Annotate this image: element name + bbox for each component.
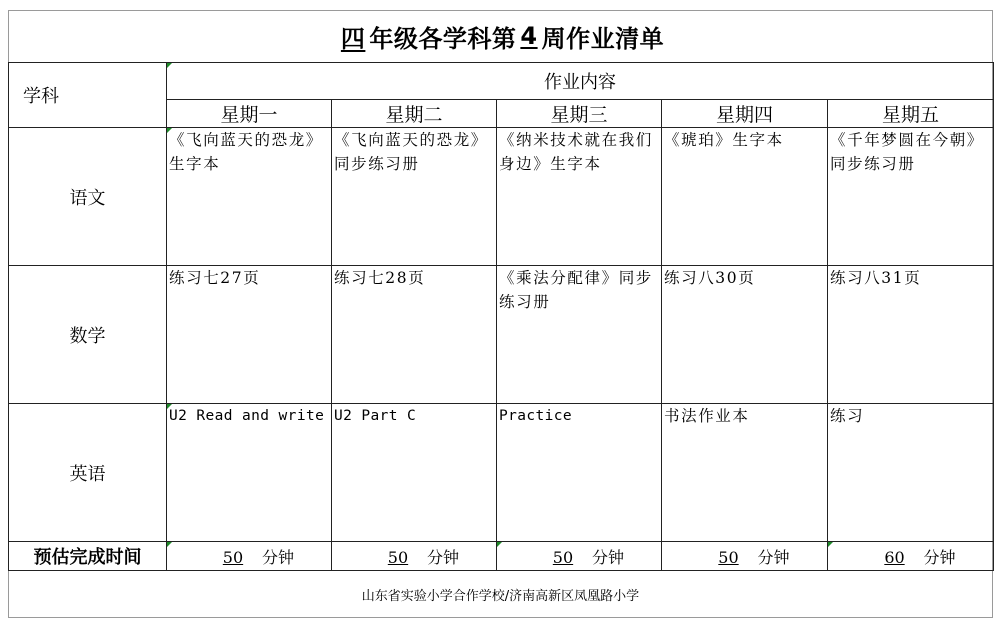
task-cell bbox=[497, 266, 662, 404]
subject-cell: 语文 bbox=[9, 128, 167, 266]
task-cell bbox=[497, 404, 662, 542]
subject-header bbox=[9, 63, 167, 128]
task-cell bbox=[828, 404, 994, 542]
time-label: 预估完成时间 bbox=[9, 542, 167, 571]
day-header-wed: 星期三 bbox=[497, 100, 662, 128]
task-text: U2 Read and write bbox=[169, 408, 325, 424]
corner-mark bbox=[167, 542, 172, 547]
table-row-math bbox=[9, 266, 994, 404]
task-cell bbox=[332, 404, 497, 542]
task-text: 《飞向蓝天的恐龙》同步练习册 bbox=[334, 131, 488, 173]
task-text: 书法作业本 bbox=[664, 407, 750, 425]
subject-cell: 数学 bbox=[9, 266, 167, 404]
time-cell bbox=[497, 542, 662, 571]
corner-mark bbox=[497, 542, 502, 547]
time-value: 50 bbox=[387, 547, 409, 567]
time-unit: 分钟 bbox=[923, 547, 956, 567]
content-header bbox=[167, 63, 994, 100]
time-unit: 分钟 bbox=[757, 547, 790, 567]
task-text: 练习八31页 bbox=[830, 269, 922, 287]
title-tail: 周作业清单 bbox=[541, 24, 665, 53]
subject-header-label: 学科 bbox=[23, 86, 59, 107]
school-footer: 山东省实验小学合作学校/济南高新区凤凰路小学 bbox=[361, 588, 640, 604]
task-cell bbox=[662, 404, 828, 542]
time-value: 50 bbox=[222, 547, 244, 567]
title-grade: 四 bbox=[340, 24, 366, 53]
task-cell bbox=[167, 266, 332, 404]
corner-mark bbox=[167, 128, 172, 133]
task-text: 《纳米技术就在我们身边》生字本 bbox=[499, 131, 653, 173]
page-title bbox=[8, 10, 993, 62]
task-cell bbox=[167, 404, 332, 542]
time-value: 60 bbox=[884, 547, 905, 567]
task-text: 《琥珀》生字本 bbox=[664, 131, 784, 149]
task-cell bbox=[828, 128, 994, 266]
task-text: 《飞向蓝天的恐龙》生字本 bbox=[169, 131, 323, 173]
task-cell bbox=[332, 266, 497, 404]
task-text: U2 Part C bbox=[334, 408, 417, 424]
time-cell bbox=[167, 542, 332, 571]
task-cell bbox=[662, 266, 828, 404]
subject-cell: 英语 bbox=[9, 404, 167, 542]
task-cell bbox=[332, 128, 497, 266]
day-header-thu: 星期四 bbox=[662, 100, 828, 128]
time-unit: 分钟 bbox=[426, 547, 459, 567]
table-row-chinese bbox=[9, 128, 994, 266]
title-middle: 年级各学科第 bbox=[369, 24, 517, 53]
time-value: 50 bbox=[718, 547, 739, 567]
corner-mark bbox=[167, 404, 172, 409]
table-row-english bbox=[9, 404, 994, 542]
day-header-tue: 星期二 bbox=[332, 100, 497, 128]
task-text: Practice bbox=[499, 408, 573, 424]
table-row-time bbox=[9, 542, 994, 571]
task-text: 练习七28页 bbox=[334, 269, 426, 287]
task-cell bbox=[167, 128, 332, 266]
task-text: 练习八30页 bbox=[664, 269, 756, 287]
task-text: 《千年梦圆在今朝》同步练习册 bbox=[830, 131, 984, 173]
task-text: 练习七27页 bbox=[169, 269, 261, 287]
day-header-mon: 星期一 bbox=[167, 100, 332, 128]
time-unit: 分钟 bbox=[591, 547, 624, 567]
time-cell bbox=[332, 542, 497, 571]
corner-mark bbox=[167, 63, 172, 68]
time-unit: 分钟 bbox=[261, 547, 294, 567]
day-header-fri: 星期五 bbox=[828, 100, 994, 128]
task-cell bbox=[662, 128, 828, 266]
corner-mark bbox=[828, 542, 833, 547]
time-cell bbox=[828, 542, 994, 571]
title-week: 4 bbox=[520, 22, 538, 50]
content-header-label: 作业内容 bbox=[544, 72, 617, 93]
time-value: 50 bbox=[552, 547, 574, 567]
task-cell bbox=[828, 266, 994, 404]
homework-table bbox=[8, 62, 994, 571]
task-text: 《乘法分配律》同步练习册 bbox=[499, 269, 653, 311]
time-cell bbox=[662, 542, 828, 571]
task-text: 练习 bbox=[830, 407, 865, 425]
task-cell bbox=[497, 128, 662, 266]
